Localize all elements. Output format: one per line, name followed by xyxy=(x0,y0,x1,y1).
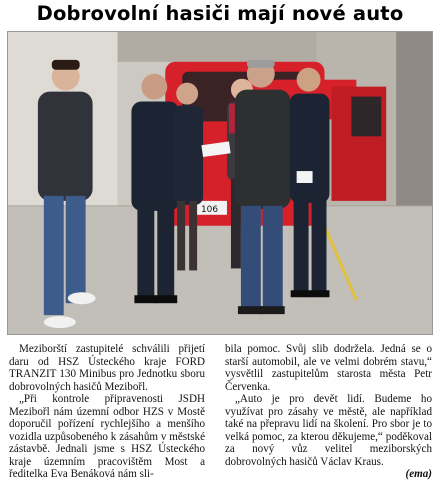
article-headline: Dobrovolní hasiči mají nové auto xyxy=(36,2,404,25)
article-paragraph: „Auto je pro devět lidí. Budeme ho využívat pro zásahy ve městě, ale například také na přepravu lidí na školení. Pro sbor je to velká pomoc, za kterou děkujeme,“ poděkoval za nový vůz velitel meziborských dobrovolných hasičů Václav Kraus. xyxy=(225,393,432,468)
article-paragraph: Meziborští zastupitelé schválili přijetí daru od HSZ Ústeckého kraje FORD TRANZIT 130 Minibus pro Jednotku sboru dobrovolných hasičů Mezibořl. xyxy=(9,343,205,393)
article-paragraph: bila pomoc. Svůj slib dodržela. Jedná se o starší automobil, ale ve velmi dobrém stavu,“ vysvětlil zastupitelům starosta města Petr Červenka. xyxy=(225,343,432,393)
article-photo xyxy=(7,31,433,335)
article-paragraph: „Při kontrole připravenosti JSDH Mezibořl nám územní odbor HZS v Mostě doporučil pořízení rychlejšího a menšího vozidla uzpůsobeného k zásahům v městské zástavbě. Jednali jsme s HSZ Ústeckého kraje územním pracovištěm Most a ředitelka Eva Benáková nám sli- xyxy=(9,393,205,480)
person-right-civil xyxy=(235,60,291,314)
license-plate: 106 xyxy=(201,204,219,215)
article-column-right xyxy=(225,343,432,481)
article-column-left xyxy=(9,343,205,481)
photo-illustration xyxy=(8,32,432,334)
article-body xyxy=(9,343,433,501)
author-signature: (ema) xyxy=(405,468,432,480)
